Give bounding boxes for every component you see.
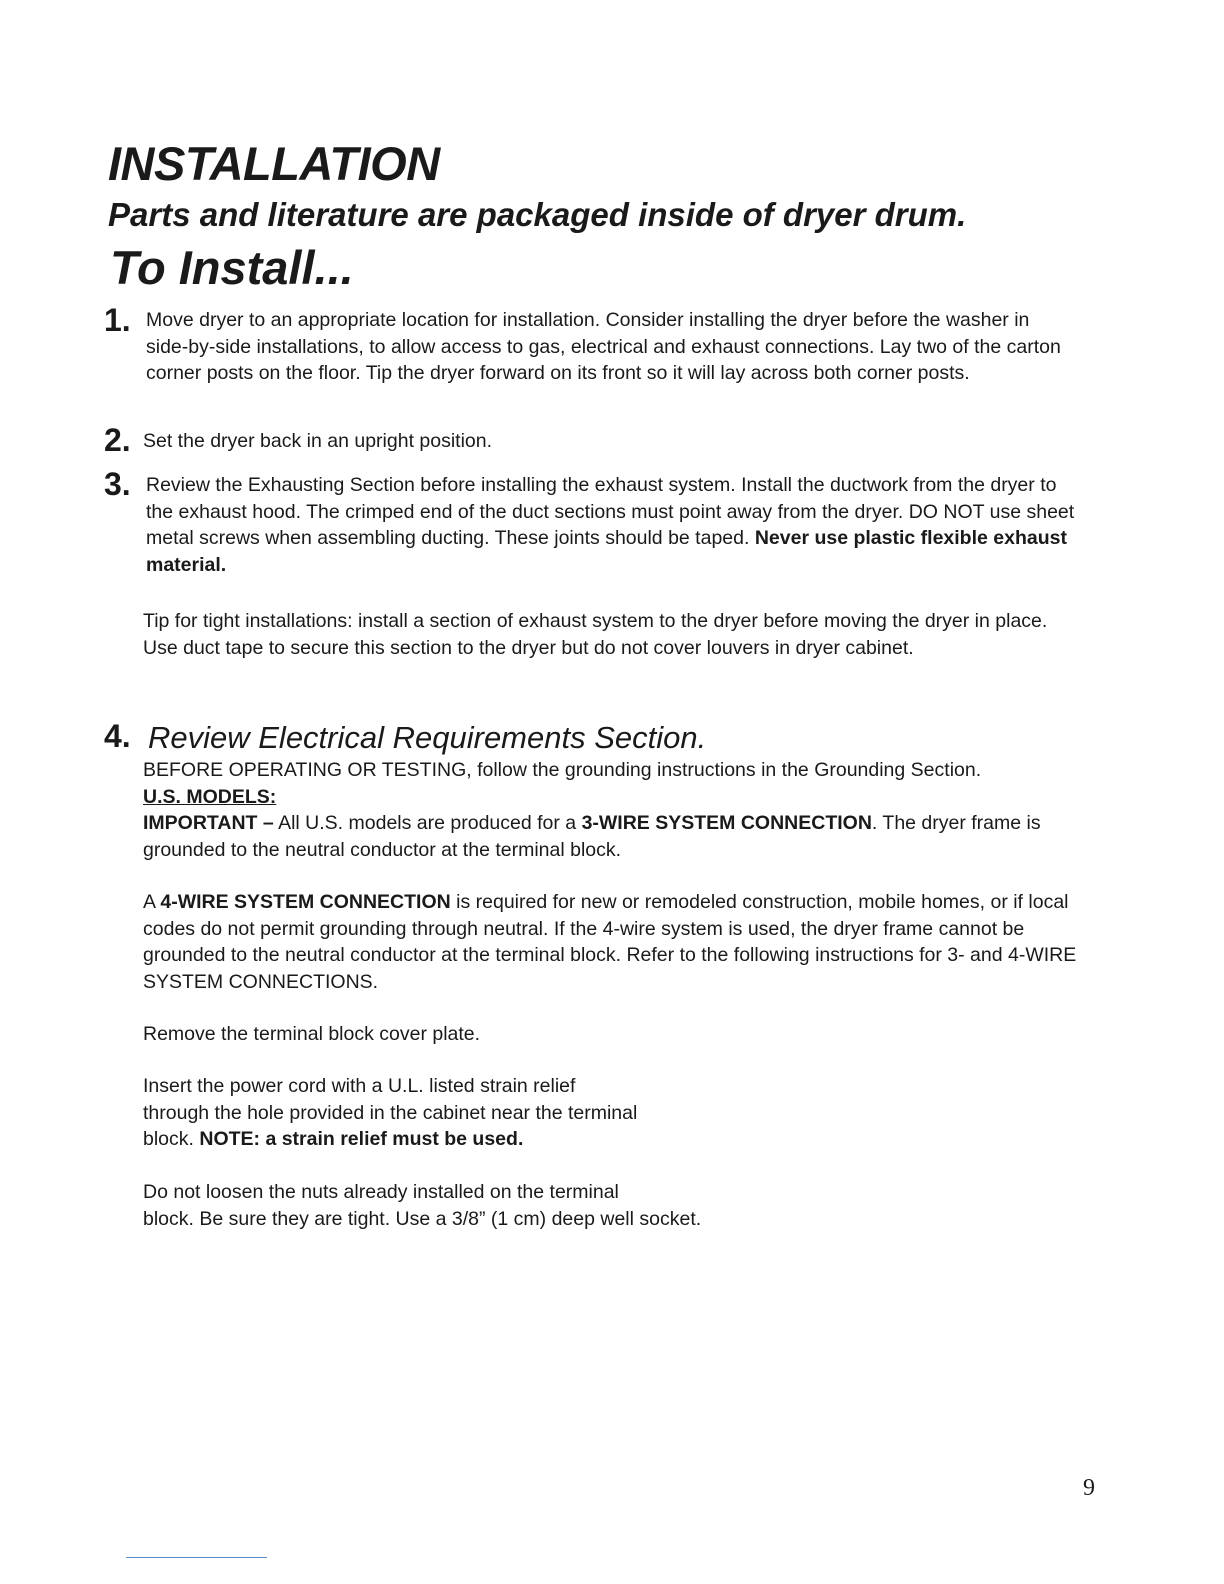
important-label: IMPORTANT –	[143, 812, 274, 834]
page-subtitle: Parts and literature are packaged inside of dryer drum.	[108, 196, 967, 233]
three-wire-label: 3-WIRE SYSTEM CONNECTION	[581, 812, 872, 834]
step-4-nuts-block	[143, 1179, 1103, 1232]
insert-line-2: through the hole provided in the cabinet near the terminal	[143, 1101, 638, 1124]
step-3-tip: Tip for tight installations: install a section of exhaust system to the dryer before moving the dryer in place. Use duct tape to secure this section to the dryer but do not cover louvers in dryer cabinet.	[143, 610, 1048, 659]
four-wire-label: 4-WIRE SYSTEM CONNECTION	[160, 891, 451, 913]
step-1-text-block	[146, 307, 1066, 387]
important-text-1: All U.S. models are produced for a	[273, 812, 582, 834]
strain-relief-note: NOTE: a strain relief must be used.	[199, 1128, 524, 1150]
remove-cover-text: Remove the terminal block cover plate.	[143, 1023, 481, 1045]
insert-line-1: Insert the power cord with a U.L. listed strain relief	[143, 1075, 576, 1097]
us-models-label: U.S. MODELS:	[143, 785, 277, 808]
step-4-four-wire-block	[143, 889, 1088, 995]
step-4-insert-block	[143, 1073, 1103, 1153]
nuts-line-1: Do not loosen the nuts already installed on the terminal	[143, 1181, 619, 1203]
step-2-number: 2.	[104, 422, 131, 458]
step-4-before: BEFORE OPERATING OR TESTING, follow the grounding instructions in the Grounding Section.	[143, 759, 982, 781]
page-number: 9	[1083, 1475, 1095, 1501]
insert-line-3	[143, 1126, 1103, 1153]
four-wire-paragraph	[143, 889, 1088, 995]
footer-rule	[126, 1557, 267, 1558]
four-wire-prefix: A	[143, 891, 161, 913]
page-title: INSTALLATION	[108, 137, 440, 190]
section-heading: To Install...	[110, 241, 354, 294]
step-3-body: Review the Exhausting Section before installing the exhaust system. Install the ductwork from the dryer to the exhaust hood. The crimped end of the duct sections must point away from the dryer. DO NOT use sheet metal screws when assembling ducting. These joints should be taped.	[146, 474, 1075, 549]
step-2-text: Set the dryer back in an upright position.	[143, 430, 493, 452]
step-3-tip-block	[143, 608, 1073, 661]
nuts-line-2: block. Be sure they are tight. Use a 3/8” (1 cm) deep well socket.	[143, 1207, 702, 1230]
step-4-remove-block	[143, 1021, 1103, 1048]
step-4-number: 4.	[104, 718, 131, 754]
step-3-text	[146, 472, 1086, 578]
step-4-title: Review Electrical Requirements Section.	[148, 720, 707, 755]
step-4-intro-block	[143, 757, 1093, 863]
insert-line-3-text: block.	[143, 1128, 200, 1150]
step-1-number: 1.	[104, 302, 131, 338]
step-2-text-block	[143, 428, 1103, 455]
important-text-2: . The dryer frame is grounded to the neutral conductor at the terminal block.	[143, 812, 1041, 861]
four-wire-text: is required for new or remodeled construction, mobile homes, or if local codes do not permit grounding through neutral. If the 4-wire system is used, the dryer frame cannot be grounded to the neutral conductor at the terminal block. Refer to the following instructions for 3- and 4-WIRE SYSTEM CONNECTIONS.	[143, 891, 1077, 993]
step-3-warning: Never use plastic flexible exhaust material.	[146, 527, 1067, 576]
step-3-text-block	[146, 472, 1086, 578]
step-4-important	[143, 810, 1093, 863]
step-3-number: 3.	[104, 466, 131, 502]
step-1-text: Move dryer to an appropriate location for installation. Consider installing the dryer before the washer in side-by-side installations, to allow access to gas, electrical and exhaust connections. Lay two of the carton corner posts on the floor. Tip the dryer forward on its front so it will lay across both corner posts.	[146, 309, 1061, 384]
